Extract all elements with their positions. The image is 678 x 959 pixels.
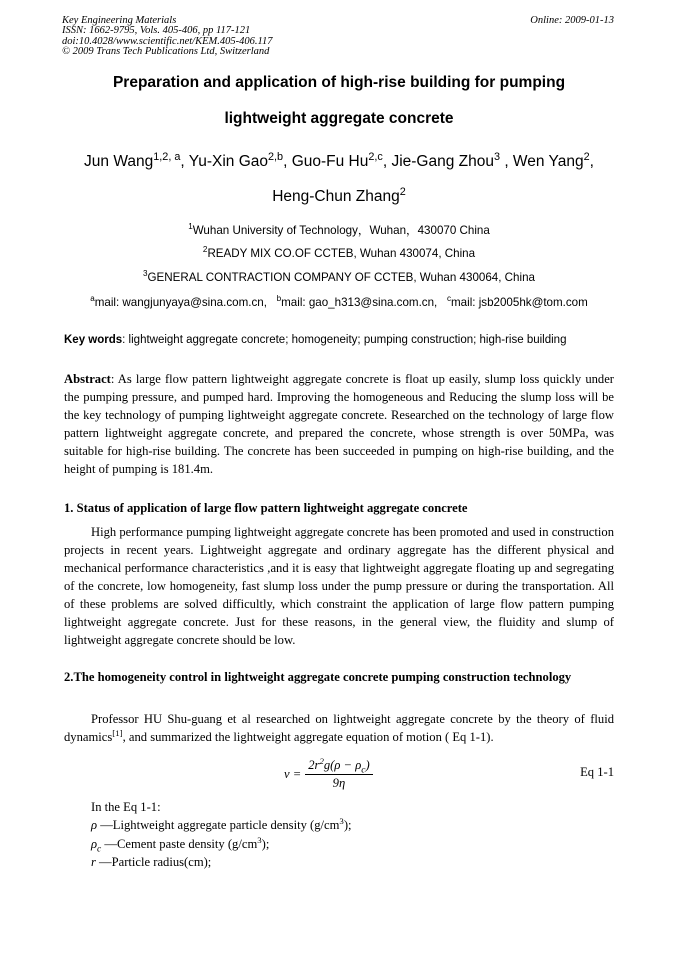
symbol: ρ (91, 836, 98, 851)
issn-line: ISSN: 1662-9795, Vols. 405-406, pp 117-121 (62, 25, 251, 37)
equation-denominator: 9η (332, 775, 346, 790)
definition-tail: ); (261, 836, 270, 851)
paper-title-line-2: lightweight aggregate concrete (224, 110, 454, 127)
author-affil-sup: 2 (583, 150, 590, 163)
doi-line[interactable]: doi:10.4028/www.scientific.net/KEM.405-406.117 (62, 35, 273, 47)
email-sup: c (446, 294, 452, 304)
author-name: Jun Wang (84, 153, 154, 170)
email-line (30, 296, 648, 309)
copyright-line: © 2009 Trans Tech Publications Ltd, Switzerland (62, 46, 270, 58)
num-sub: c (361, 765, 366, 776)
online-date: Online: 2009-01-13 (530, 15, 614, 26)
email-a[interactable]: mail: wangjunyaya@sina.com.cn, (94, 296, 267, 309)
definitions-intro: In the Eq 1-1: (91, 800, 161, 814)
author-separator: , (589, 153, 594, 170)
email-c[interactable]: mail: jsb2005hk@tom.com (451, 296, 588, 309)
definition-text: —Cement paste density (g/cm (101, 836, 258, 851)
affiliation-sup: 1 (188, 222, 193, 232)
abstract-label: Abstract (64, 372, 111, 386)
affiliation-sup: 3 (143, 269, 148, 279)
author-list-line-2 (30, 185, 648, 206)
author-list (30, 150, 648, 171)
author-name: Heng-Chun Zhang (272, 188, 400, 205)
equation-formula (284, 756, 373, 792)
journal-header (62, 16, 272, 58)
symbol-sub: c (97, 844, 102, 855)
journal-name: Key Engineering Materials (62, 15, 177, 26)
num-sup: 2 (319, 755, 324, 766)
email-sup: a (90, 294, 95, 304)
definition-rho (91, 816, 352, 834)
equation-lhs: v = (284, 766, 302, 781)
keywords-text: : lightweight aggregate concrete; homogeneity; pumping construction; high-rise building (122, 334, 567, 346)
affiliation-2 (30, 247, 648, 260)
definition-tail: ); (343, 818, 352, 833)
author-name: , Guo-Fu Hu (283, 153, 369, 170)
affiliation-text: READY MIX CO.OF CCTEB, Wuhan 430074, China (207, 247, 476, 260)
unit-sup: 3 (257, 834, 262, 845)
unit-sup: 3 (339, 816, 344, 827)
author-name: , Yu-Xin Gao (180, 153, 268, 170)
email-b[interactable]: mail: gao_h313@sina.com.cn, (281, 296, 438, 309)
author-affil-sup: 2,b (268, 150, 284, 163)
num-part: ) (365, 757, 370, 772)
author-affil-sup: 2 (399, 185, 406, 198)
author-affil-sup: 3 (493, 150, 501, 163)
affiliation-sup: 2 (202, 245, 208, 255)
affiliation-1 (30, 222, 648, 238)
equation-numerator (305, 755, 372, 776)
abstract-text: : As large flow pattern lightweight aggregate concrete is float up easily, slump loss quickly under the pumping pressure, and pumped hard. Improving the homogeneous and Reducing the slump loss will be the key technology of pumping lightweight aggregate concrete. Researched on the technology of large flow pattern lightweight aggregate concrete, and prepared the concrete, whose strength is over 50MPa, was suitable for high-rise building. The concrete has been succeeded in pumping on high-rise building, and the height of pumping is 181.4m. (64, 372, 614, 476)
author-affil-sup: 2,c (368, 150, 383, 163)
equation-1-1 (64, 756, 614, 792)
definition-r (91, 853, 352, 871)
equation-definitions (91, 798, 352, 871)
keywords (64, 334, 624, 346)
affiliation-3 (30, 271, 648, 284)
equation-label: Eq 1-1 (580, 765, 614, 779)
email-sup: b (276, 294, 282, 304)
section-2-heading: 2.The homogeneity control in lightweight aggregate concrete pumping construction technology (64, 670, 572, 684)
paper-title-line-1: Preparation and application of high-rise building for pumping (112, 74, 566, 91)
num-part: 2r (308, 757, 320, 772)
symbol: ρ (91, 818, 98, 833)
section-1-heading: 1. Status of application of large flow pattern lightweight aggregate concrete (64, 501, 468, 515)
num-part: g(ρ − ρ (323, 757, 362, 772)
equation-fraction (305, 755, 372, 791)
symbol: r (91, 854, 96, 869)
keywords-label: Key words (64, 334, 123, 346)
author-affil-sup: 1,2, a (153, 150, 181, 163)
definition-text: —Lightweight aggregate particle density (g/cm (97, 818, 340, 833)
citation-ref[interactable]: [1] (112, 727, 123, 738)
affiliation-text: GENERAL CONTRACTION COMPANY OF CCTEB, Wuhan 430064, China (147, 271, 535, 284)
author-name: , Jie-Gang Zhou (382, 153, 494, 170)
section-2-text-end: , and summarized the lightweight aggregate equation of motion ( Eq 1-1). (122, 730, 494, 744)
author-name: , Wen Yang (500, 153, 584, 170)
section-1-paragraph: High performance pumping lightweight aggregate concrete has been promoted and used in construction projects in recent years. Lightweight aggregate and ordinary aggregate has the different physical and mechanical performance characteristics ,and it is easy that lightweight aggregate floating up and segregating of the concrete, low homogeneity, fast slump loss under the pump pressure or during the transportation. All of these problems are solved difficultly, which constraint the application of large flow pattern pumping lightweight aggregate concrete. Just for these reasons, in the general view, the fluidity and slump of lightweight aggregate concrete should be low. (64, 525, 614, 647)
section-2-text: Professor HU Shu-guang et al researched on lightweight aggregate concrete by the theory of fluid dynamics (64, 712, 614, 744)
affiliation-text: Wuhan University of Technology，Wuhan，430070 China (192, 224, 490, 237)
definition-rho-c (91, 835, 352, 853)
definition-text: —Particle radius(cm); (95, 854, 212, 869)
section-2-paragraph (64, 710, 614, 746)
abstract (64, 370, 614, 478)
